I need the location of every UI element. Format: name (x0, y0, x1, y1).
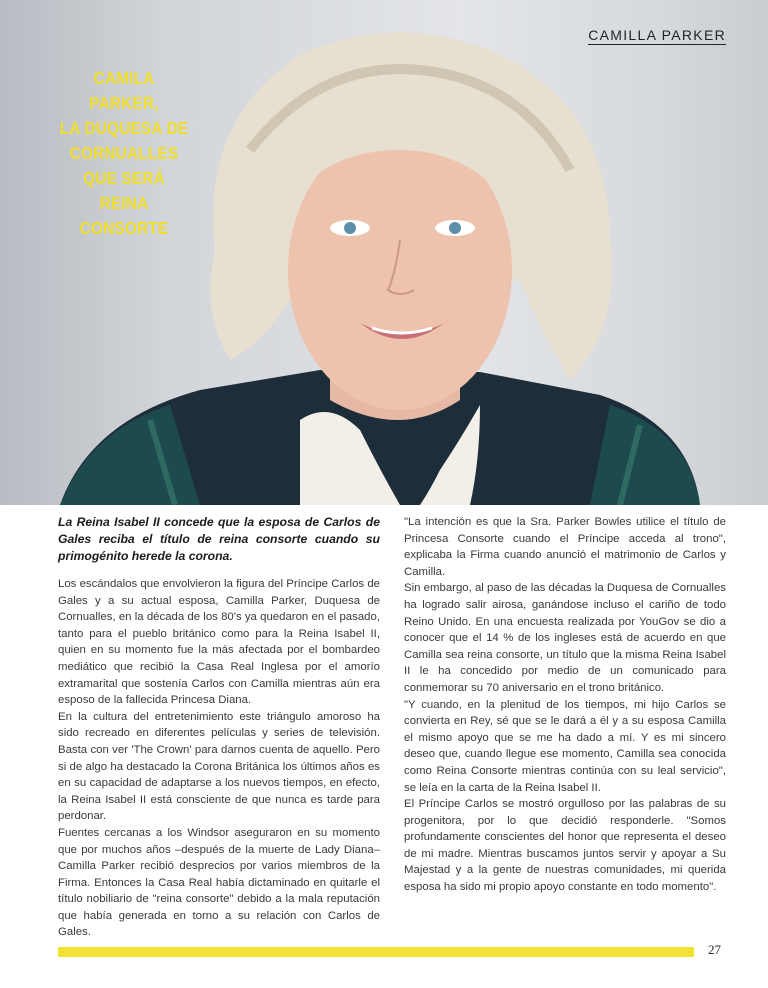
footer-bar (58, 947, 694, 957)
headline (58, 66, 190, 241)
headline-line: QUE SERÁ REINA (83, 168, 165, 213)
headline-line: CONSORTE (79, 218, 169, 238)
body-paragraph: Los escándalos que envolvieron la figura del Príncipe Carlos de Gales y a su actual esposa, Camilla Parker, Duquesa de Cornualles, en la década de los 80's ya quedaron en el pasado, tanto para el pueblo británico como para la Reina Isabel II, quien en su momento fue la más afectada por el bombardeo mediático que recibió la Casa Real Inglesa por el amorío extramarital que sostenía Carlos con Camilla mientras aún era esposo de la fallecida Princesa Diana. (58, 578, 380, 707)
body-paragraph: Fuentes cercanas a los Windsor aseguraron en su momento que por muchos años –después de la muerte de Lady Diana– Camilla Parker recibió desprecios por varios miembros de la Firma. Entonces la Casa Real había dictaminado en quitarle el título nobiliario de "reina consorte" debido a la mala reputación que había generada en torno a su relación con Carlos de Gales. (58, 826, 380, 939)
left-column (58, 514, 380, 941)
body-paragraph: "Y cuando, en la plenitud de los tiempos, mi hijo Carlos se convierta en Rey, sé que se le dará a él y a su esposa Camilla el mismo apoyo que se me ha dado a mí. Y es mi sincero deseo que, cuando llegue ese momento, Camilla sea conocida como Reina Consorte mientras continúa con su leal servicio", se leía en la carta de la Reina Isabel II. (404, 698, 726, 794)
headline-line: LA DUQUESA DE (59, 118, 189, 138)
body-paragraph: El Príncipe Carlos se mostró orgulloso por las palabras de su progenitora, por lo que decidió responderle. "Somos profundamente conscientes del honor que representa el deseo de mi madre. Mientras buscamos juntos servir y apoyar a Su Majestad y a la gente de nuestras comunidades, mi querida esposa ha sido mi propio apoyo constante en todo momento". (404, 798, 726, 894)
body-paragraph: "La intención es que la Sra. Parker Bowles utilice el título de Princesa Consorte cuando el Príncipe acceda al trono", explicaba la Firma cuando anunció el matrimonio de Carlos y Camilla. (404, 516, 726, 578)
lede: La Reina Isabel II concede que la esposa de Carlos de Gales reciba el título de reina consorte cuando su primogénito herede la corona. (58, 515, 380, 563)
body-paragraph: En la cultura del entretenimiento este triángulo amoroso ha sido recreado en diferentes películas y series de televisión. Basta con ver 'The Crown' para darnos cuenta de aquello. Pero si de algo ha destacado la Corona Británica los últimos años es en su capacidad de adaptarse a los nuevos tiempos, en efecto, la Reina Isabel II está consciente de que nunca es tarde para perdonar. (58, 710, 380, 823)
body-paragraph: Sin embargo, al paso de las décadas la Duquesa de Cornualles ha logrado salir airosa, ganándose incluso el cariño de todo Reino Unido. En una encuesta realizada por YouGov se dio a conocer que el 14 % de los ingleses está de acuerdo en que Camilla sea reina consorte, un título que la misma Reina Isabel II le ha concedido por medio de un comunicado para conmemorar su 70 aniversario en el trono británico. (404, 582, 726, 694)
headline-line: CORNUALLES (69, 143, 179, 163)
section-tag: CAMILLA PARKER (588, 27, 726, 43)
headline-line: CAMILA PARKER, (89, 68, 159, 113)
right-column (404, 514, 726, 896)
page-number: 27 (708, 942, 721, 957)
